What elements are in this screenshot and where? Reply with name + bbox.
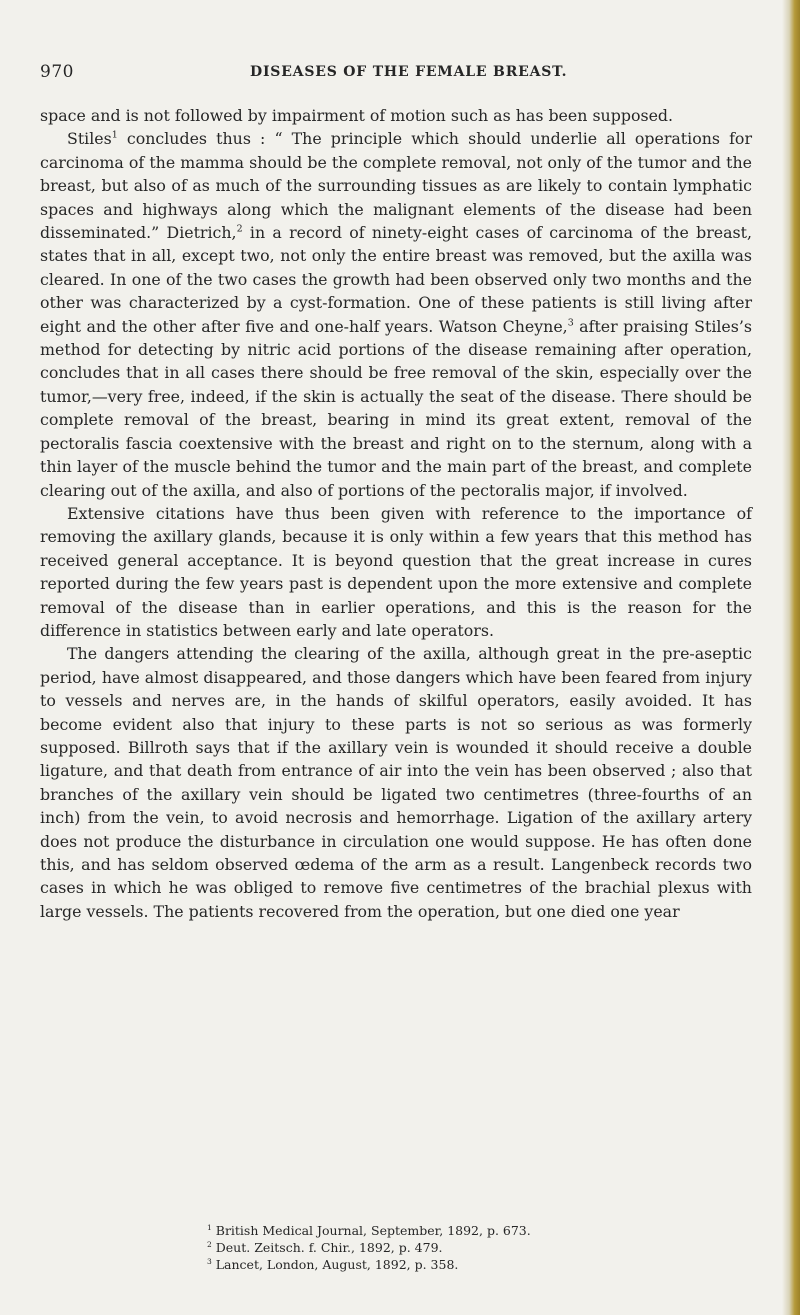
footnote-reference: 1: [111, 130, 118, 142]
paragraph-text: Extensive citations have thus been given with reference to the importance of removing the axillary glands, because it is only within a few years that this method has received general acceptance. It is beyond question that the great increase in cures reported during the few years past is dependent upon the more extensive and complete removal of the disease than in earlier operations, and this is the reason for the difference in statistics between early and late operators.: [40, 503, 752, 640]
footnote-marker: 3: [207, 1256, 212, 1266]
paragraph-text: after praising Stiles’s method for detecting by nitric acid portions of the disease remaining after operation, concludes that in all cases there should be free removal of the skin, especially over the tumor,—very free, indeed, if the skin is actually the seat of the disease. There should be complete removal of the breast, bearing in mind its great extent, removal of the pectoralis fascia coextensive with the breast and right on to the sternum, along with a thin layer of the muscle behind the tumor and the main part of the breast, and complete clearing out of the axilla, and also of portions of the pectoralis major, if involved.: [40, 316, 753, 500]
paragraph: [40, 104, 752, 127]
paragraph: [40, 502, 752, 642]
footnote: [207, 1256, 531, 1273]
running-title: DISEASES OF THE FEMALE BREAST.: [250, 64, 568, 80]
footnote-reference: 2: [236, 223, 243, 235]
paragraph-text: Stiles: [67, 129, 112, 149]
footnote-text: British Medical Journal, September, 1892, p. 673.: [211, 1223, 531, 1238]
footnote: [207, 1222, 531, 1239]
footnote: [207, 1239, 531, 1256]
footnote-text: Lancet, London, August, 1892, p. 358.: [211, 1257, 459, 1272]
paragraph-text: in a record of ninety-eight cases of carcinoma of the breast, states that in all, except two, not only the entire breast was removed, but the axilla was cleared. In one of the two cases the growth had been observed only two months and the other was characterized by a cyst-formation. One of these patients is still living after eight and the other after five and one-half years. Watson Cheyne,: [40, 223, 752, 336]
page-edge: [782, 0, 800, 1315]
footnote-marker: 1: [207, 1222, 212, 1232]
paragraph-text: The dangers attending the clearing of the axilla, although great in the pre-aseptic period, have almost disappeared, and those dangers which have been feared from injury to vessels and nerves are, in the hands of skilful operators, easily avoided. It has become evident also that injury to these parts is not so serious as was formerly supposed. Billroth says that if the axillary vein is wounded it should receive a double ligature, and that death from entrance of air into the vein has been observed ; also that branches of the axillary vein should be ligated two centimetres (three-fourths of an inch) from the vein, to avoid necrosis and hemorrhage. Ligation of the axillary artery does not produce the disturbance in circulation one would suppose. He has often done this, and has seldom observed œdema of the arm as a result. Langenbeck records two cases in which he was obliged to remove five centimetres of the brachial plexus with large vessels. The patients recovered from the operation, but one died one year: [40, 644, 752, 921]
paragraph-text: space and is not followed by impairment of motion such as has been supposed.: [40, 106, 674, 125]
footnote-text: Deut. Zeitsch. f. Chir., 1892, p. 479.: [211, 1240, 443, 1255]
footnote-marker: 2: [207, 1239, 212, 1249]
body-text: [40, 104, 752, 923]
paragraph: [40, 127, 752, 502]
footnote-reference: 3: [567, 317, 574, 329]
paragraph: [40, 642, 752, 923]
page-header: [40, 62, 752, 84]
paragraph-text: concludes thus : “ The principle which should underlie all operations for carcinoma of the mamma should be the complete removal, not only of the tumor and the breast, but also of as much of the surrounding tissues as are likely to contain lymphatic spaces and highways along which the malignant elements of the disease had been disseminated.” Dietrich,: [40, 129, 752, 243]
page-number: 970: [40, 62, 74, 82]
footnotes: [207, 1222, 531, 1273]
